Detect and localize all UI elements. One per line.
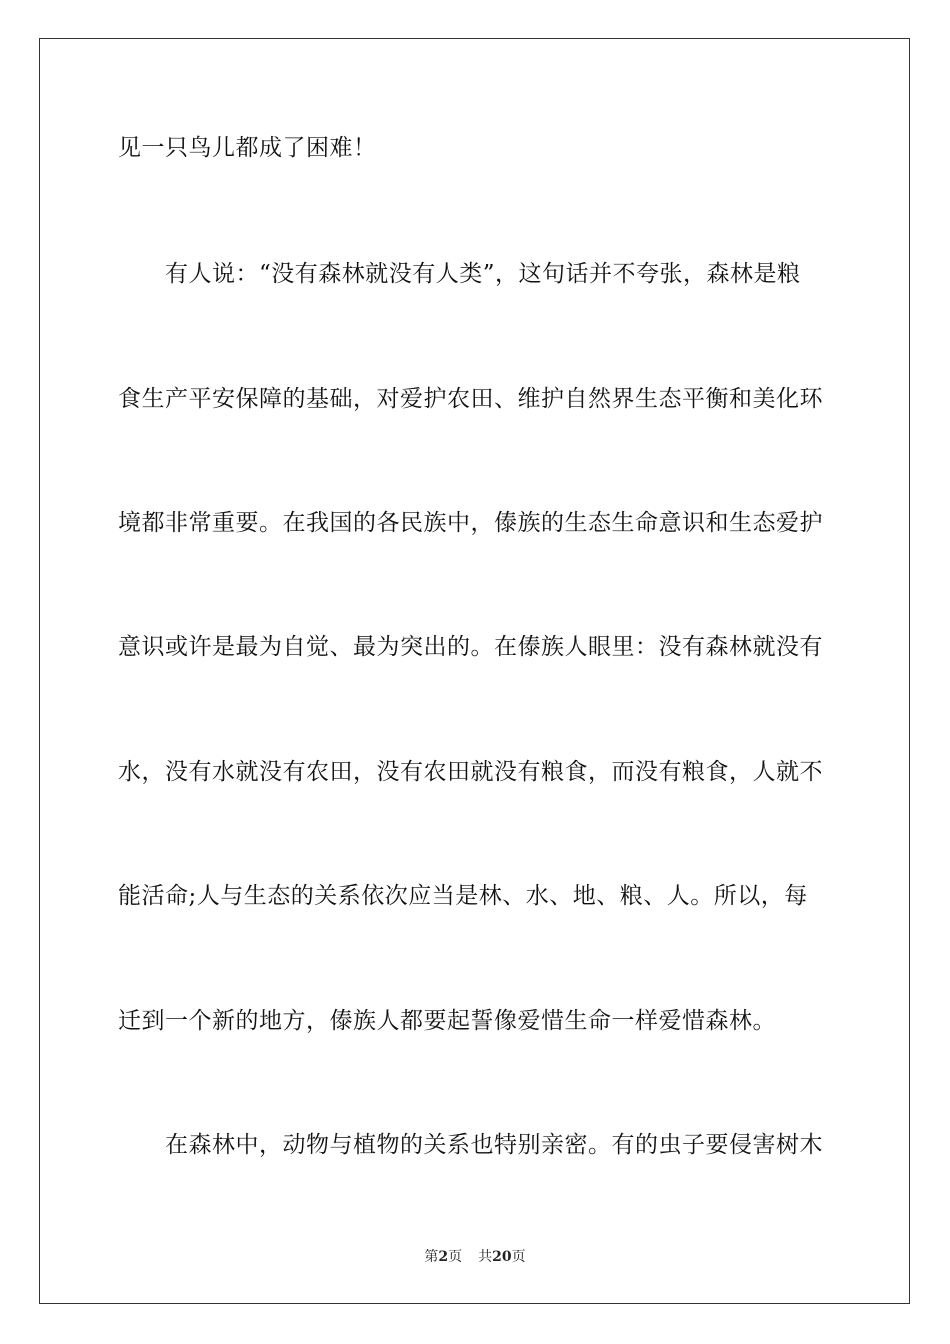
page-footer xyxy=(0,1248,950,1266)
page-prefix: 第 xyxy=(424,1249,439,1265)
page-frame xyxy=(39,38,910,1304)
page-suffix: 页 xyxy=(448,1249,463,1265)
text-line-1: 见一只鸟儿都成了困难！ xyxy=(118,135,377,161)
text-line-5: 意识或许是最为自觉、最为突出的。在傣族人眼里：没有森林就没有 xyxy=(118,634,823,660)
text-line-6: 水，没有水就没有农田，没有农田就没有粮食，而没有粮食，人就不 xyxy=(118,759,823,785)
total-prefix: 共 xyxy=(478,1249,493,1265)
text-line-2: 有人说：“没有森林就没有人类”，这句话并不夸张，森林是粮 xyxy=(165,261,801,287)
text-line-8: 迁到一个新的地方，傣族人都要起誓像爱惜生命一样爱惜森林。 xyxy=(118,1008,776,1034)
page-number: 2 xyxy=(438,1249,449,1265)
total-suffix: 页 xyxy=(511,1249,526,1265)
text-line-7: 能活命;人与生态的关系依次应当是林、水、地、粮、人。所以，每 xyxy=(118,883,808,909)
text-line-4: 境都非常重要。在我国的各民族中，傣族的生态生命意识和生态爱护 xyxy=(118,510,823,536)
text-line-9: 在森林中，动物与植物的关系也特别亲密。有的虫子要侵害树木 xyxy=(165,1132,823,1158)
text-line-3: 食生产平安保障的基础，对爱护农田、维护自然界生态平衡和美化环 xyxy=(118,386,823,412)
total-pages: 20 xyxy=(492,1249,512,1265)
